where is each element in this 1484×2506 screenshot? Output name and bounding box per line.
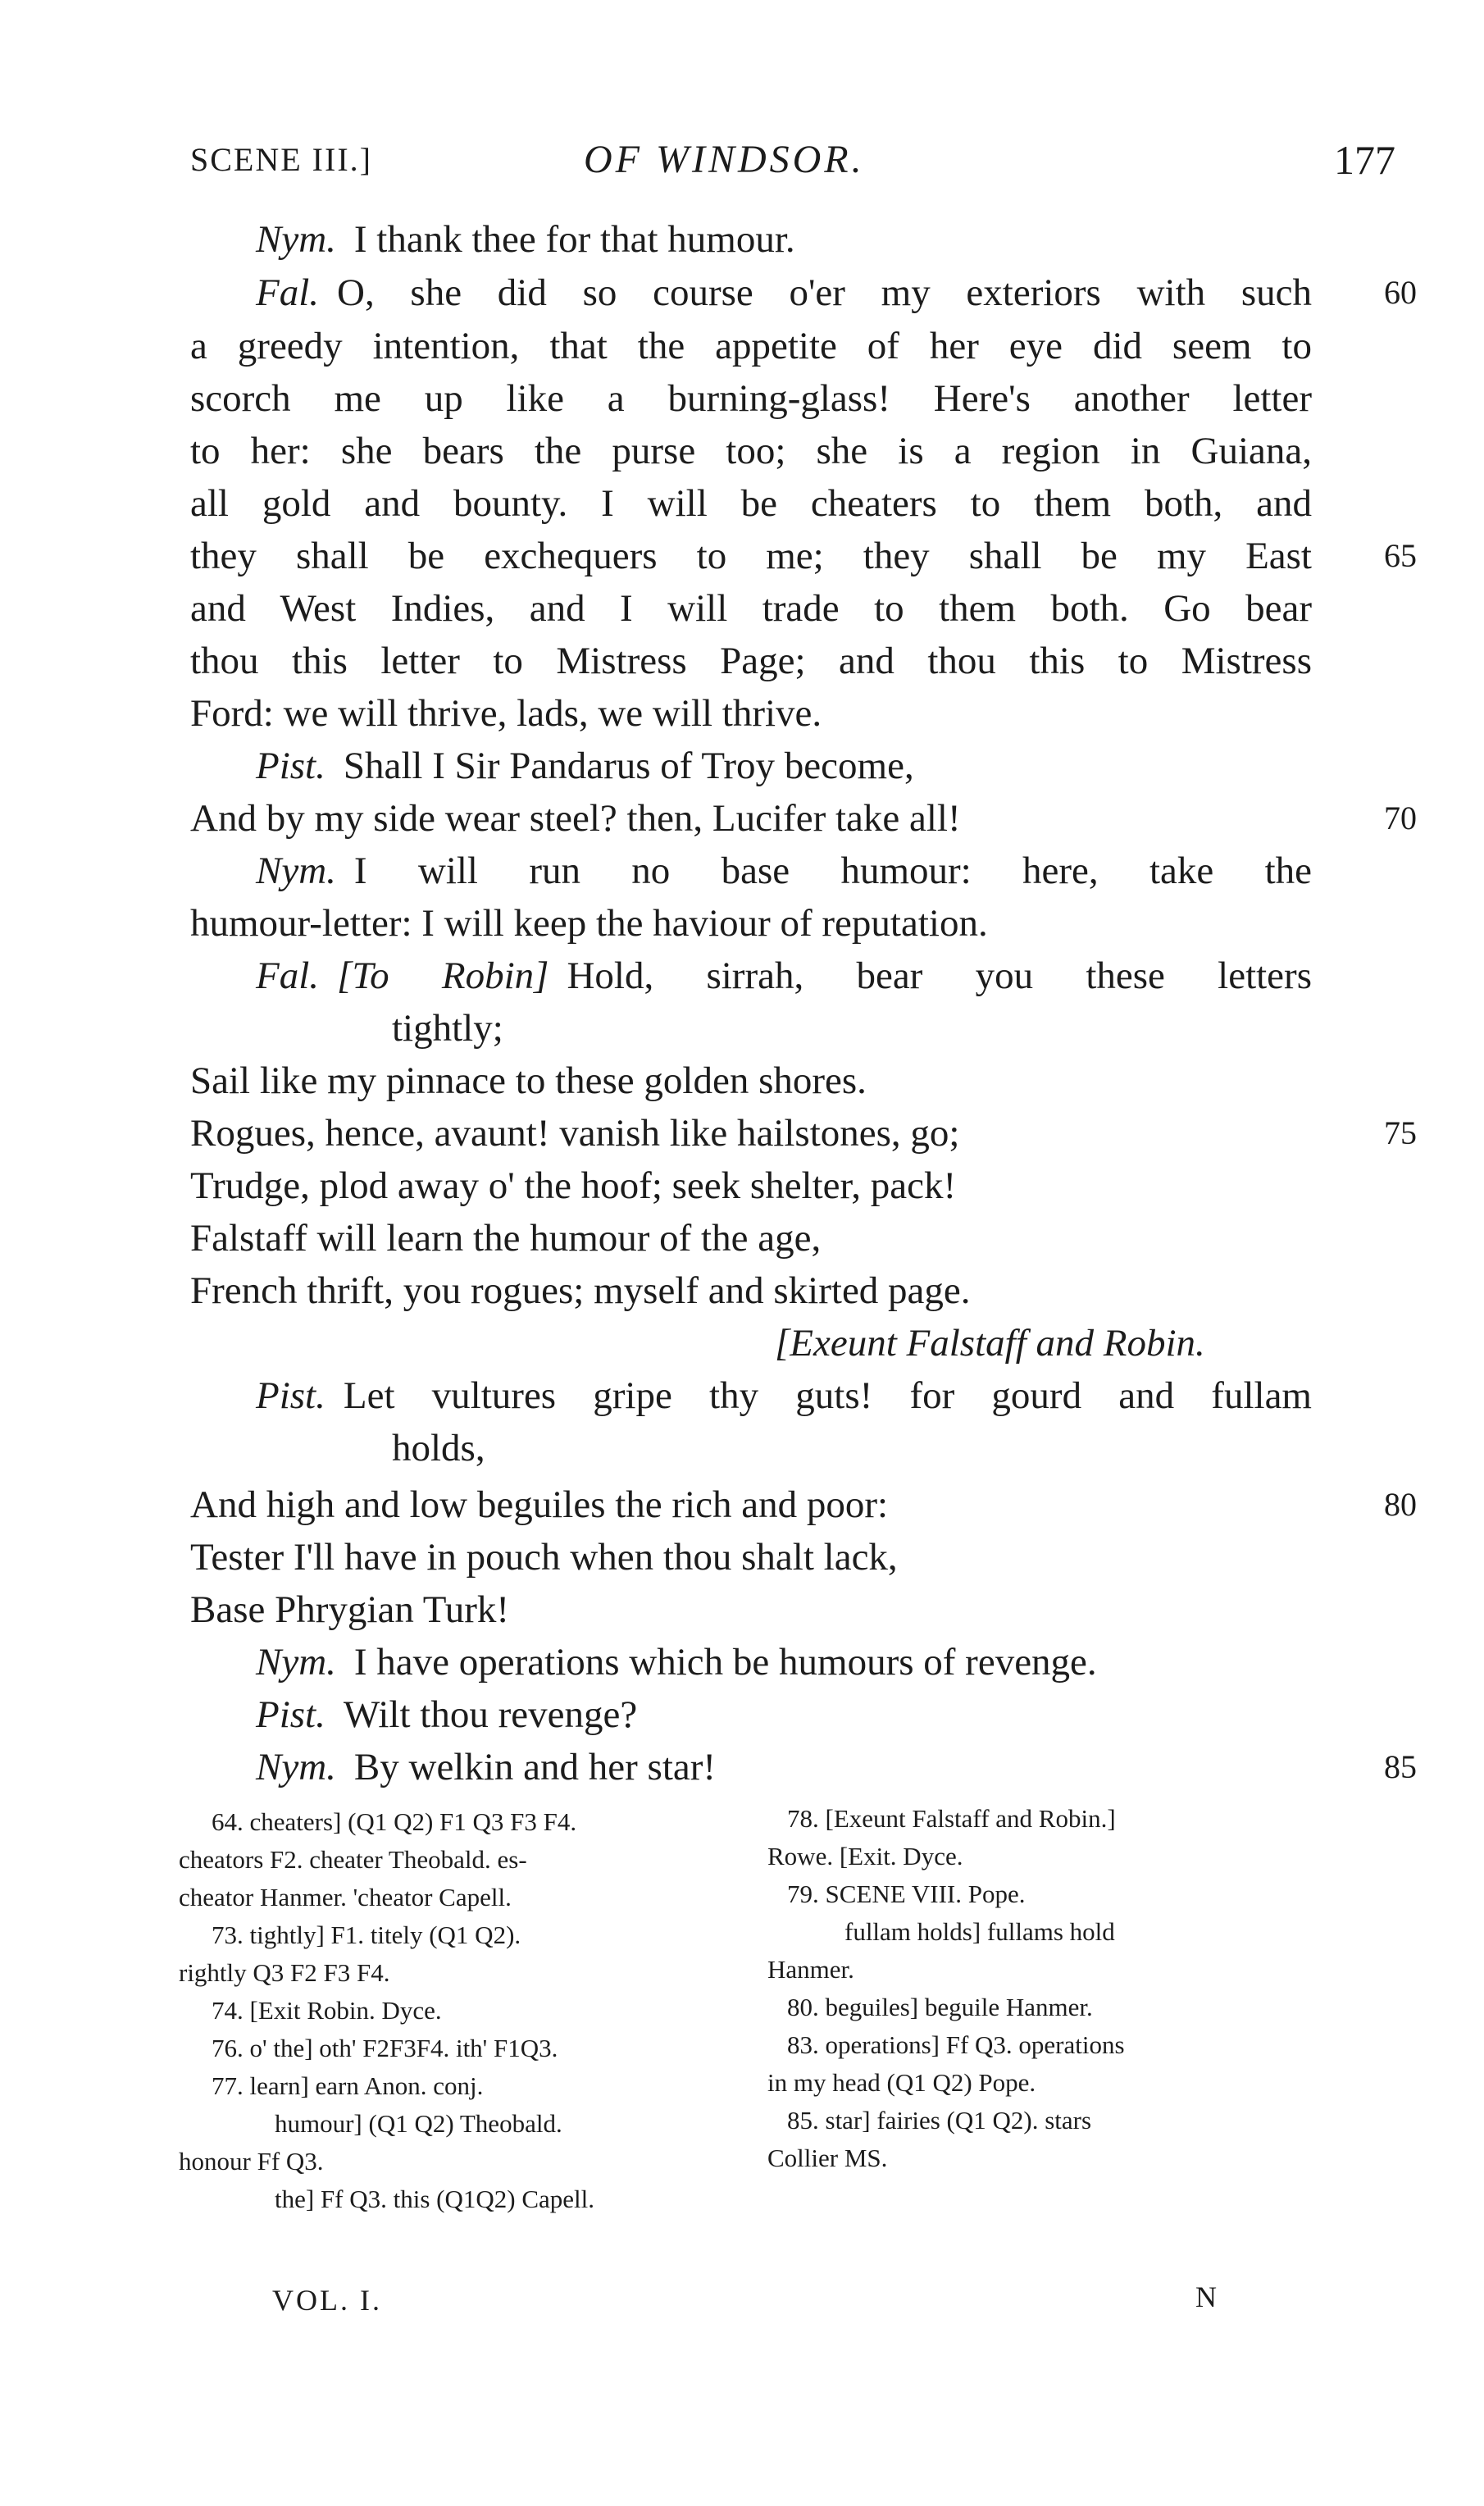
line-number: 65 xyxy=(1384,537,1417,574)
dialogue-line xyxy=(256,1743,716,1792)
line-text: I have operations which be humours of revenge. xyxy=(353,1641,1097,1684)
line-number: 70 xyxy=(1384,800,1417,836)
verse-line: French thrift, you rogues; myself and skirted page. xyxy=(190,1269,971,1312)
verse-line: Tester I'll have in pouch when thou shalt lack, xyxy=(190,1536,898,1579)
prose-line: scorch me up like a burning-glass! Here's another letter xyxy=(190,377,1312,420)
verse-line: And high and low beguiles the rich and poor: xyxy=(190,1483,889,1526)
line-text: O, she did so course o'er my exteriors with such xyxy=(337,271,1312,314)
dialogue-line xyxy=(256,215,795,264)
verse-continuation: tightly; xyxy=(392,1007,503,1050)
verse-line: Sail like my pinnace to these golden shores. xyxy=(190,1059,867,1102)
footnote-line: humour] (Q1 Q2) Theobald. xyxy=(275,2109,562,2138)
footnote-line: cheator Hanmer. 'cheator Capell. xyxy=(179,1883,512,1911)
line-number: 60 xyxy=(1384,274,1417,311)
speaker-name: Pist. xyxy=(256,1374,325,1417)
speaker-name: Nym. xyxy=(256,1641,336,1684)
line-number: 80 xyxy=(1384,1486,1417,1523)
prose-line: Ford: we will thrive, lads, we will thrive. xyxy=(190,692,822,735)
prose-line: humour-letter: I will keep the haviour of reputation. xyxy=(190,902,988,945)
verse-continuation: holds, xyxy=(392,1427,485,1469)
footnote-line: 78. [Exeunt Falstaff and Robin.] xyxy=(787,1804,1116,1833)
line-number: 75 xyxy=(1384,1114,1417,1151)
speaker-name: Fal. xyxy=(256,271,320,314)
page-number: 177 xyxy=(1334,137,1395,183)
verse-line: Falstaff will learn the humour of the age, xyxy=(190,1217,822,1260)
prose-line: a greedy intention, that the appetite of her eye did seem to xyxy=(190,325,1312,367)
dialogue-line xyxy=(256,951,1312,1000)
prose-line: and West Indies, and I will trade to them both. Go bear xyxy=(190,587,1312,630)
dialogue-line xyxy=(256,1638,1097,1687)
signature-mark: N xyxy=(1195,2280,1217,2313)
dialogue-line xyxy=(256,268,1312,317)
stage-direction: [Exeunt Falstaff and Robin. xyxy=(775,1322,1205,1365)
footnote-line: cheators F2. cheater Theobald. es- xyxy=(179,1845,527,1874)
prose-line: thou this letter to Mistress Page; and thou this to Mistress xyxy=(190,640,1312,682)
line-text: Let vultures gripe thy guts! for gourd and fullam xyxy=(343,1374,1312,1417)
footnote-line: 74. [Exit Robin. Dyce. xyxy=(212,1996,442,2025)
footnote-line: fullam holds] fullams hold xyxy=(844,1917,1115,1946)
line-number: 85 xyxy=(1384,1748,1417,1785)
speaker-name: Nym. xyxy=(256,1746,336,1788)
prose-line: to her: she bears the purse too; she is a region in Guiana, xyxy=(190,430,1312,472)
footnote-line: the] Ff Q3. this (Q1Q2) Capell. xyxy=(275,2185,595,2213)
footnote-line: 85. star] fairies (Q1 Q2). stars xyxy=(787,2106,1092,2135)
speaker-name: Pist. xyxy=(256,745,325,787)
line-text: Wilt thou revenge? xyxy=(343,1693,638,1736)
footnote-line: honour Ff Q3. xyxy=(179,2147,324,2176)
footnote-line: 83. operations] Ff Q3. operations xyxy=(787,2030,1125,2059)
line-text: I thank thee for that humour. xyxy=(353,218,795,261)
line-text: Shall I Sir Pandarus of Troy become, xyxy=(343,745,914,787)
running-header-title: OF WINDSOR. xyxy=(584,138,865,181)
dialogue-line xyxy=(256,1690,637,1739)
dialogue-line xyxy=(256,741,914,791)
footnote-line: rightly Q3 F2 F3 F4. xyxy=(179,1958,390,1987)
line-text: By welkin and her star! xyxy=(353,1746,717,1788)
speaker-name: Pist. xyxy=(256,1693,325,1736)
footnote-line: in my head (Q1 Q2) Pope. xyxy=(767,2068,1036,2097)
prose-line: they shall be exchequers to me; they shall be my East xyxy=(190,535,1312,577)
verse-line: Rogues, hence, avaunt! vanish like hailstones, go; xyxy=(190,1112,960,1155)
line-text: I will run no base humour: here, take the xyxy=(353,850,1312,892)
footnote-line: 77. learn] earn Anon. conj. xyxy=(212,2071,484,2100)
footnote-line: 64. cheaters] (Q1 Q2) F1 Q3 F3 F4. xyxy=(212,1807,577,1836)
stage-direction: [To Robin] xyxy=(337,955,549,997)
footnote-line: 73. tightly] F1. titely (Q1 Q2). xyxy=(212,1921,521,1949)
volume-label: VOL. I. xyxy=(272,2284,382,2317)
verse-line: And by my side wear steel? then, Lucifer take all! xyxy=(190,797,961,840)
footnote-line: Hanmer. xyxy=(767,1955,854,1984)
prose-line: all gold and bounty. I will be cheaters to them both, and xyxy=(190,482,1312,525)
dialogue-line xyxy=(256,1371,1312,1420)
verse-line: Base Phrygian Turk! xyxy=(190,1588,510,1631)
speaker-name: Fal. xyxy=(256,955,320,997)
running-header-scene: SCENE III.] xyxy=(190,141,372,178)
footnote-line: Collier MS. xyxy=(767,2144,888,2172)
speaker-name: Nym. xyxy=(256,850,336,892)
footnote-line: Rowe. [Exit. Dyce. xyxy=(767,1842,963,1870)
dialogue-line xyxy=(256,846,1312,895)
footnote-line: 79. SCENE VIII. Pope. xyxy=(787,1880,1026,1908)
footnote-line: 76. o' the] oth' F2F3F4. ith' F1Q3. xyxy=(212,2034,558,2062)
footnote-line: 80. beguiles] beguile Hanmer. xyxy=(787,1993,1093,2021)
line-text: Hold, sirrah, bear you these letters xyxy=(567,955,1312,997)
speaker-name: Nym. xyxy=(256,218,336,261)
verse-line: Trudge, plod away o' the hoof; seek shelter, pack! xyxy=(190,1164,957,1207)
